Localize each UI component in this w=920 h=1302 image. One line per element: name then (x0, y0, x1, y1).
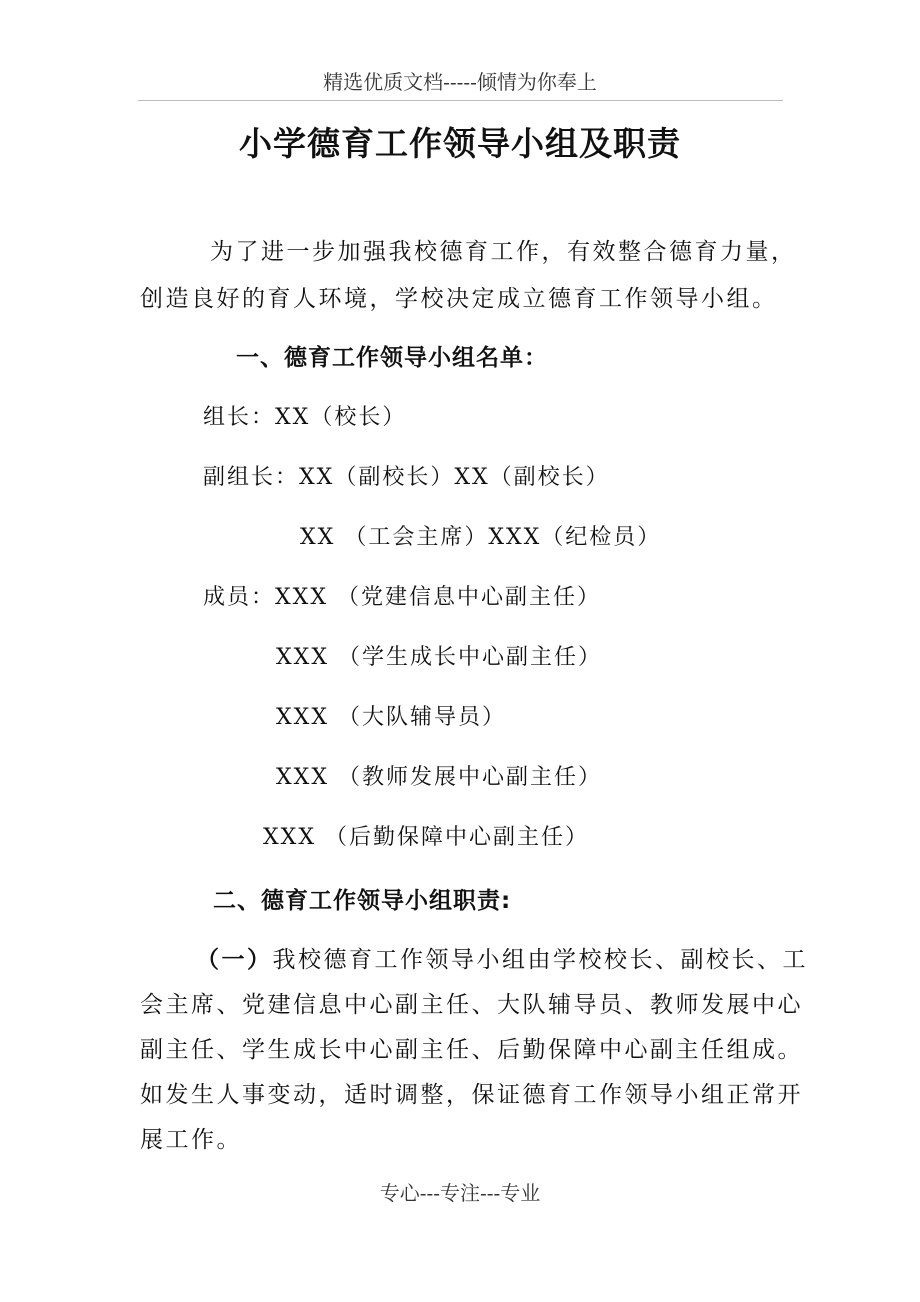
duty-1-line-2: 会主席、党建信息中心副主任、大队辅导员、教师发展中心 (140, 992, 803, 1018)
member-line-5: XXX （后勤保障中心副主任） (263, 825, 589, 850)
member-line-3: XXX （大队辅导员） (276, 705, 506, 730)
duty-1-line-1 (196, 941, 808, 974)
page-header: 精选优质文档-----倾情为你奉上 (323, 70, 597, 94)
member-line-1: 成员：XXX （党建信息中心副主任） (203, 585, 601, 610)
intro-line-1: 为了进一步加强我校德育工作，有效整合德育力量， (210, 239, 797, 265)
section1-heading: 一、德育工作领导小组名单： (236, 345, 548, 371)
document-title: 小学德育工作领导小组及职责 (239, 124, 681, 163)
deputy-line-1: 副组长：XX（副校长）XX（副校长） (203, 465, 610, 490)
duty-1-text: 我校德育工作领导小组由学校校长、副校长、工 (272, 947, 808, 973)
section2-heading: 二、德育工作领导小组职责: (213, 888, 512, 914)
deputy-line-2: XX （工会主席）XXX（纪检员） (300, 525, 662, 550)
member-line-4: XXX （教师发展中心副主任） (276, 765, 602, 790)
duty-1-line-4: 如发生人事变动，适时调整，保证德育工作领导小组正常开 (140, 1082, 803, 1108)
duty-1-line-5: 展工作。 (140, 1127, 242, 1153)
duty-1-marker: （一） (196, 946, 273, 973)
page-footer: 专心---专注---专业 (379, 1181, 541, 1205)
leader-line: 组长：XX（校长） (203, 405, 407, 430)
duty-1-line-3: 副主任、学生成长中心副主任、后勤保障中心副主任组成。 (140, 1037, 803, 1063)
intro-line-2: 创造良好的育人环境，学校决定成立德育工作领导小组。 (140, 286, 778, 312)
header-divider (138, 100, 783, 101)
member-line-2: XXX （学生成长中心副主任） (276, 645, 602, 670)
